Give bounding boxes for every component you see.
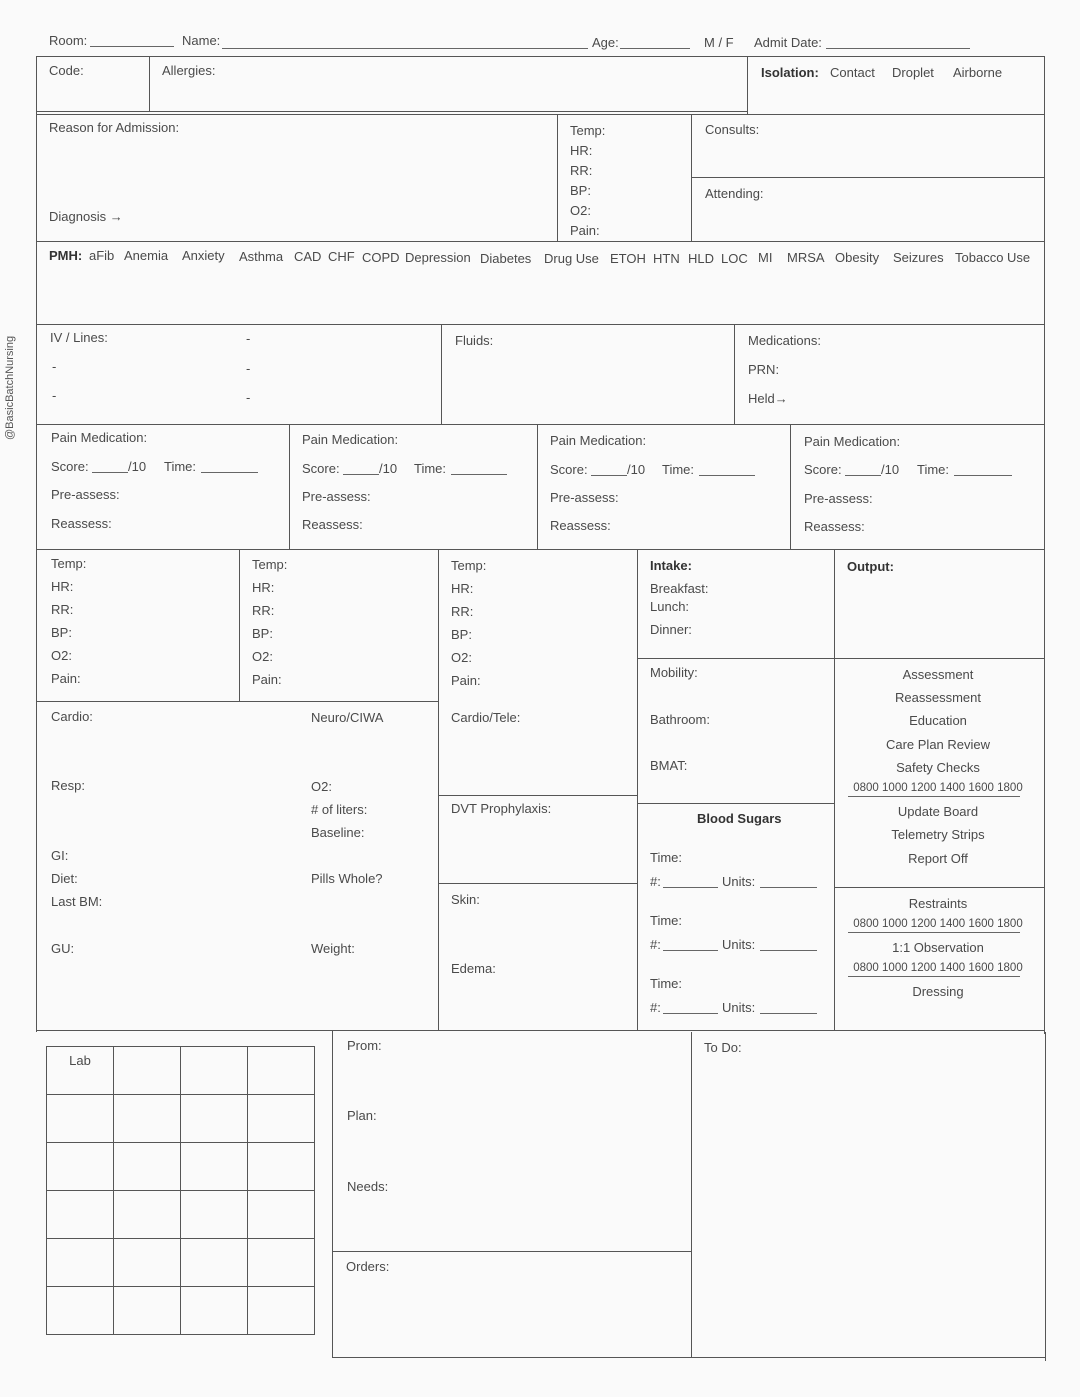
lab-cell[interactable] bbox=[248, 1287, 315, 1335]
vital-o2: O2: bbox=[451, 650, 472, 665]
lab-cell[interactable] bbox=[114, 1239, 181, 1287]
iv-lines-label: IV / Lines: bbox=[50, 330, 108, 345]
vital-rr: RR: bbox=[252, 603, 275, 618]
orders-label: Orders: bbox=[346, 1259, 390, 1274]
lab-cell[interactable] bbox=[181, 1191, 248, 1239]
bathroom-label: Bathroom: bbox=[650, 712, 710, 727]
vital-hr: HR: bbox=[252, 580, 275, 595]
vital-hr: HR: bbox=[51, 579, 74, 594]
vital-rr: RR: bbox=[51, 602, 74, 617]
skin-label: Skin: bbox=[451, 892, 480, 907]
pain-score-label: Score: bbox=[550, 462, 588, 477]
pain-score-label: Score: bbox=[302, 461, 340, 476]
isolation-contact[interactable]: Contact bbox=[830, 65, 875, 80]
baseline-label: Baseline: bbox=[311, 825, 365, 840]
name-blank[interactable] bbox=[222, 48, 588, 49]
pain-score-blank[interactable] bbox=[591, 475, 627, 476]
lab-cell[interactable] bbox=[114, 1191, 181, 1239]
admit-date-blank[interactable] bbox=[826, 48, 970, 49]
bs-number-label: #: bbox=[650, 1000, 661, 1015]
iv-dash: - bbox=[52, 359, 57, 374]
lab-cell[interactable] bbox=[248, 1047, 315, 1095]
admit-vital-rr: RR: bbox=[570, 163, 593, 178]
check-restraints[interactable]: Restraints bbox=[908, 896, 968, 911]
pain-preassess-label: Pre-assess: bbox=[51, 487, 120, 502]
vital-pain: Pain: bbox=[451, 673, 481, 688]
weight-label: Weight: bbox=[311, 941, 355, 956]
bs-units-label: Units: bbox=[722, 1000, 756, 1015]
pain-time-blank[interactable] bbox=[954, 475, 1012, 476]
prom-label: Prom: bbox=[347, 1038, 382, 1053]
lab-cell[interactable] bbox=[248, 1143, 315, 1191]
pain-reassess-label: Reassess: bbox=[302, 517, 363, 532]
pain-time-label: Time: bbox=[917, 462, 950, 477]
bs-units-blank[interactable] bbox=[760, 1013, 817, 1014]
divider bbox=[848, 976, 1020, 977]
pmh-etoh[interactable]: ETOH bbox=[610, 251, 646, 266]
vital-pain: Pain: bbox=[252, 672, 282, 687]
vital-bp: BP: bbox=[252, 626, 273, 641]
isolation-droplet[interactable]: Droplet bbox=[892, 65, 934, 80]
iv-dash: - bbox=[52, 388, 57, 403]
check-reassessment[interactable]: Reassessment bbox=[895, 690, 981, 705]
pain-score-blank[interactable] bbox=[845, 475, 881, 476]
pmh-seizures[interactable]: Seizures bbox=[893, 250, 944, 265]
bs-number-label: #: bbox=[650, 874, 661, 889]
edema-label: Edema: bbox=[451, 961, 496, 976]
lab-cell[interactable] bbox=[114, 1047, 181, 1095]
reason-admission-label: Reason for Admission: bbox=[49, 120, 180, 135]
liters-label: # of liters: bbox=[311, 802, 368, 817]
lab-cell[interactable] bbox=[47, 1287, 114, 1335]
last-bm-label: Last BM: bbox=[51, 894, 103, 909]
bs-number-blank[interactable] bbox=[663, 1013, 718, 1014]
output-title: Output: bbox=[847, 559, 894, 574]
bs-units-blank[interactable] bbox=[760, 950, 817, 951]
lab-cell[interactable] bbox=[47, 1095, 114, 1143]
pain-time-label: Time: bbox=[414, 461, 447, 476]
check-care-plan-review[interactable]: Care Plan Review bbox=[885, 737, 991, 752]
pain-score-label: Score: bbox=[804, 462, 842, 477]
sex-options[interactable]: M / F bbox=[704, 35, 734, 50]
lab-label: Lab bbox=[69, 1053, 91, 1068]
iv-dash: - bbox=[246, 361, 251, 376]
pmh-diabetes[interactable]: Diabetes bbox=[480, 251, 532, 266]
pain-score-label: Score: bbox=[51, 459, 89, 474]
check-safety-checks[interactable]: Safety Checks bbox=[896, 760, 980, 775]
check-update-board[interactable]: Update Board bbox=[897, 804, 979, 819]
lab-cell[interactable] bbox=[47, 1239, 114, 1287]
iv-dash: - bbox=[246, 390, 251, 405]
lab-cell[interactable] bbox=[248, 1239, 315, 1287]
vital-rr: RR: bbox=[451, 604, 474, 619]
intake-title: Intake: bbox=[650, 558, 692, 573]
vital-temp: Temp: bbox=[252, 557, 288, 572]
admit-vital-o2: O2: bbox=[570, 203, 591, 218]
todo-label: To Do: bbox=[704, 1040, 742, 1055]
pmh-afib[interactable]: aFib bbox=[89, 248, 115, 263]
lab-cell[interactable] bbox=[181, 1047, 248, 1095]
bmat-label: BMAT: bbox=[650, 758, 688, 773]
cardio-tele-label: Cardio/Tele: bbox=[451, 710, 521, 725]
check-report-off[interactable]: Report Off bbox=[908, 851, 968, 866]
admit-date-label: Admit Date: bbox=[754, 35, 822, 50]
pain-preassess-label: Pre-assess: bbox=[302, 489, 371, 504]
lab-cell[interactable] bbox=[47, 1191, 114, 1239]
safety-check-times[interactable]: 0800 1000 1200 1400 1600 1800 bbox=[853, 782, 1023, 794]
pmh-anemia[interactable]: Anemia bbox=[124, 248, 169, 263]
bs-time-label: Time: bbox=[650, 913, 683, 928]
o2-label: O2: bbox=[311, 779, 332, 794]
attending-label: Attending: bbox=[705, 186, 764, 201]
age-label: Age: bbox=[592, 35, 619, 50]
gi-label: GI: bbox=[51, 848, 69, 863]
lab-cell[interactable] bbox=[248, 1095, 315, 1143]
pmh-chf[interactable]: CHF bbox=[328, 249, 355, 264]
pain-preassess-label: Pre-assess: bbox=[804, 491, 873, 506]
vital-pain: Pain: bbox=[51, 671, 81, 686]
pain-reassess-label: Reassess: bbox=[550, 518, 611, 533]
vital-bp: BP: bbox=[51, 625, 72, 640]
needs-label: Needs: bbox=[347, 1179, 389, 1194]
observation-times[interactable]: 0800 1000 1200 1400 1600 1800 bbox=[853, 962, 1023, 974]
room-label: Room: bbox=[49, 33, 88, 48]
pmh-cad[interactable]: CAD bbox=[294, 249, 322, 264]
lab-cell[interactable] bbox=[47, 1047, 114, 1095]
lab-table bbox=[46, 1046, 315, 1335]
prn-label: PRN: bbox=[748, 362, 780, 377]
pmh-depression[interactable]: Depression bbox=[405, 250, 471, 265]
check-dressing[interactable]: Dressing bbox=[912, 984, 964, 999]
pills-whole-label: Pills Whole? bbox=[311, 871, 383, 886]
pain-score-max: /10 bbox=[881, 462, 900, 477]
check-observation[interactable]: 1:1 Observation bbox=[892, 940, 984, 955]
intake-lunch: Lunch: bbox=[650, 599, 690, 614]
pain-reassess-label: Reassess: bbox=[804, 519, 865, 534]
lab-cell[interactable] bbox=[181, 1143, 248, 1191]
diet-label: Diet: bbox=[51, 871, 78, 886]
intake-breakfast: Breakfast: bbox=[650, 581, 709, 596]
iv-dash: - bbox=[246, 331, 251, 346]
diagnosis-label: Diagnosis → bbox=[49, 209, 123, 224]
pain-med-title: Pain Medication: bbox=[804, 434, 901, 449]
fluids-label: Fluids: bbox=[455, 333, 494, 348]
divider bbox=[848, 932, 1020, 933]
vital-o2: O2: bbox=[51, 648, 72, 663]
consults-label: Consults: bbox=[705, 122, 760, 137]
bs-number-blank[interactable] bbox=[663, 950, 718, 951]
pain-score-max: /10 bbox=[128, 459, 147, 474]
pmh-hld[interactable]: HLD bbox=[688, 251, 715, 266]
lab-cell[interactable] bbox=[114, 1095, 181, 1143]
pmh-mi[interactable]: MI bbox=[758, 250, 773, 265]
medications-label: Medications: bbox=[748, 333, 821, 348]
resp-label: Resp: bbox=[51, 778, 85, 793]
check-telemetry-strips[interactable]: Telemetry Strips bbox=[891, 827, 985, 842]
admit-vital-bp: BP: bbox=[570, 183, 591, 198]
lab-cell[interactable] bbox=[181, 1095, 248, 1143]
vital-temp: Temp: bbox=[451, 558, 487, 573]
pmh-label: PMH: bbox=[49, 248, 83, 263]
pmh-copd[interactable]: COPD bbox=[362, 250, 400, 265]
pain-time-blank[interactable] bbox=[451, 474, 507, 475]
isolation-label: Isolation: bbox=[761, 65, 819, 80]
pain-med-title: Pain Medication: bbox=[302, 432, 399, 447]
lab-cell[interactable] bbox=[114, 1287, 181, 1335]
pain-score-max: /10 bbox=[379, 461, 398, 476]
isolation-airborne[interactable]: Airborne bbox=[953, 65, 1003, 80]
pain-time-label: Time: bbox=[164, 459, 197, 474]
lab-cell[interactable] bbox=[114, 1143, 181, 1191]
pain-score-max: /10 bbox=[627, 462, 646, 477]
neuro-ciwa-label: Neuro/CIWA bbox=[311, 710, 384, 725]
pain-time-blank[interactable] bbox=[699, 475, 755, 476]
watermark-text: @BasicBatchNursing bbox=[4, 335, 16, 440]
intake-dinner: Dinner: bbox=[650, 622, 692, 637]
bs-number-label: #: bbox=[650, 937, 661, 952]
restraint-times[interactable]: 0800 1000 1200 1400 1600 1800 bbox=[853, 918, 1023, 930]
pain-med-title: Pain Medication: bbox=[51, 430, 148, 445]
pmh-tobacco-use[interactable]: Tobacco Use bbox=[955, 250, 1031, 265]
check-education[interactable]: Education bbox=[909, 713, 967, 728]
pmh-loc[interactable]: LOC bbox=[721, 251, 748, 266]
pain-time-label: Time: bbox=[662, 462, 695, 477]
age-blank[interactable] bbox=[620, 48, 690, 49]
pmh-drug-use[interactable]: Drug Use bbox=[544, 251, 599, 266]
pain-preassess-label: Pre-assess: bbox=[550, 490, 619, 505]
pmh-anxiety[interactable]: Anxiety bbox=[182, 248, 225, 263]
gu-label: GU: bbox=[51, 941, 75, 956]
admit-vital-hr: HR: bbox=[570, 143, 593, 158]
bs-units-label: Units: bbox=[722, 874, 756, 889]
blood-sugars-title: Blood Sugars bbox=[697, 811, 782, 826]
bs-time-label: Time: bbox=[650, 850, 683, 865]
bs-number-blank[interactable] bbox=[663, 887, 718, 888]
bs-units-blank[interactable] bbox=[760, 887, 817, 888]
pain-score-blank[interactable] bbox=[343, 474, 379, 475]
room-blank[interactable] bbox=[90, 46, 174, 47]
pmh-asthma[interactable]: Asthma bbox=[239, 249, 284, 264]
held-label: Held→ bbox=[748, 391, 788, 406]
lab-cell[interactable] bbox=[47, 1143, 114, 1191]
code-label: Code: bbox=[49, 63, 84, 78]
plan-label: Plan: bbox=[347, 1108, 377, 1123]
pmh-mrsa[interactable]: MRSA bbox=[787, 250, 825, 265]
admit-vital-pain: Pain: bbox=[570, 223, 600, 238]
bs-time-label: Time: bbox=[650, 976, 683, 991]
name-label: Name: bbox=[182, 33, 221, 48]
dvt-prophylaxis-label: DVT Prophylaxis: bbox=[451, 801, 552, 816]
lab-cell[interactable] bbox=[181, 1287, 248, 1335]
vital-temp: Temp: bbox=[51, 556, 87, 571]
divider bbox=[848, 796, 1020, 797]
pmh-htn[interactable]: HTN bbox=[653, 251, 680, 266]
pain-time-blank[interactable] bbox=[201, 472, 258, 473]
pmh-obesity[interactable]: Obesity bbox=[835, 250, 880, 265]
bs-units-label: Units: bbox=[722, 937, 756, 952]
check-assessment[interactable]: Assessment bbox=[902, 667, 974, 682]
admit-vital-temp: Temp: bbox=[570, 123, 606, 138]
vital-bp: BP: bbox=[451, 627, 472, 642]
pain-reassess-label: Reassess: bbox=[51, 516, 112, 531]
mobility-label: Mobility: bbox=[650, 665, 698, 680]
pain-score-blank[interactable] bbox=[92, 472, 128, 473]
cardio-label: Cardio: bbox=[51, 709, 93, 724]
vital-hr: HR: bbox=[451, 581, 474, 596]
allergies-label: Allergies: bbox=[162, 63, 216, 78]
lab-cell[interactable] bbox=[181, 1239, 248, 1287]
pain-med-title: Pain Medication: bbox=[550, 433, 647, 448]
vital-o2: O2: bbox=[252, 649, 273, 664]
lab-cell[interactable] bbox=[248, 1191, 315, 1239]
